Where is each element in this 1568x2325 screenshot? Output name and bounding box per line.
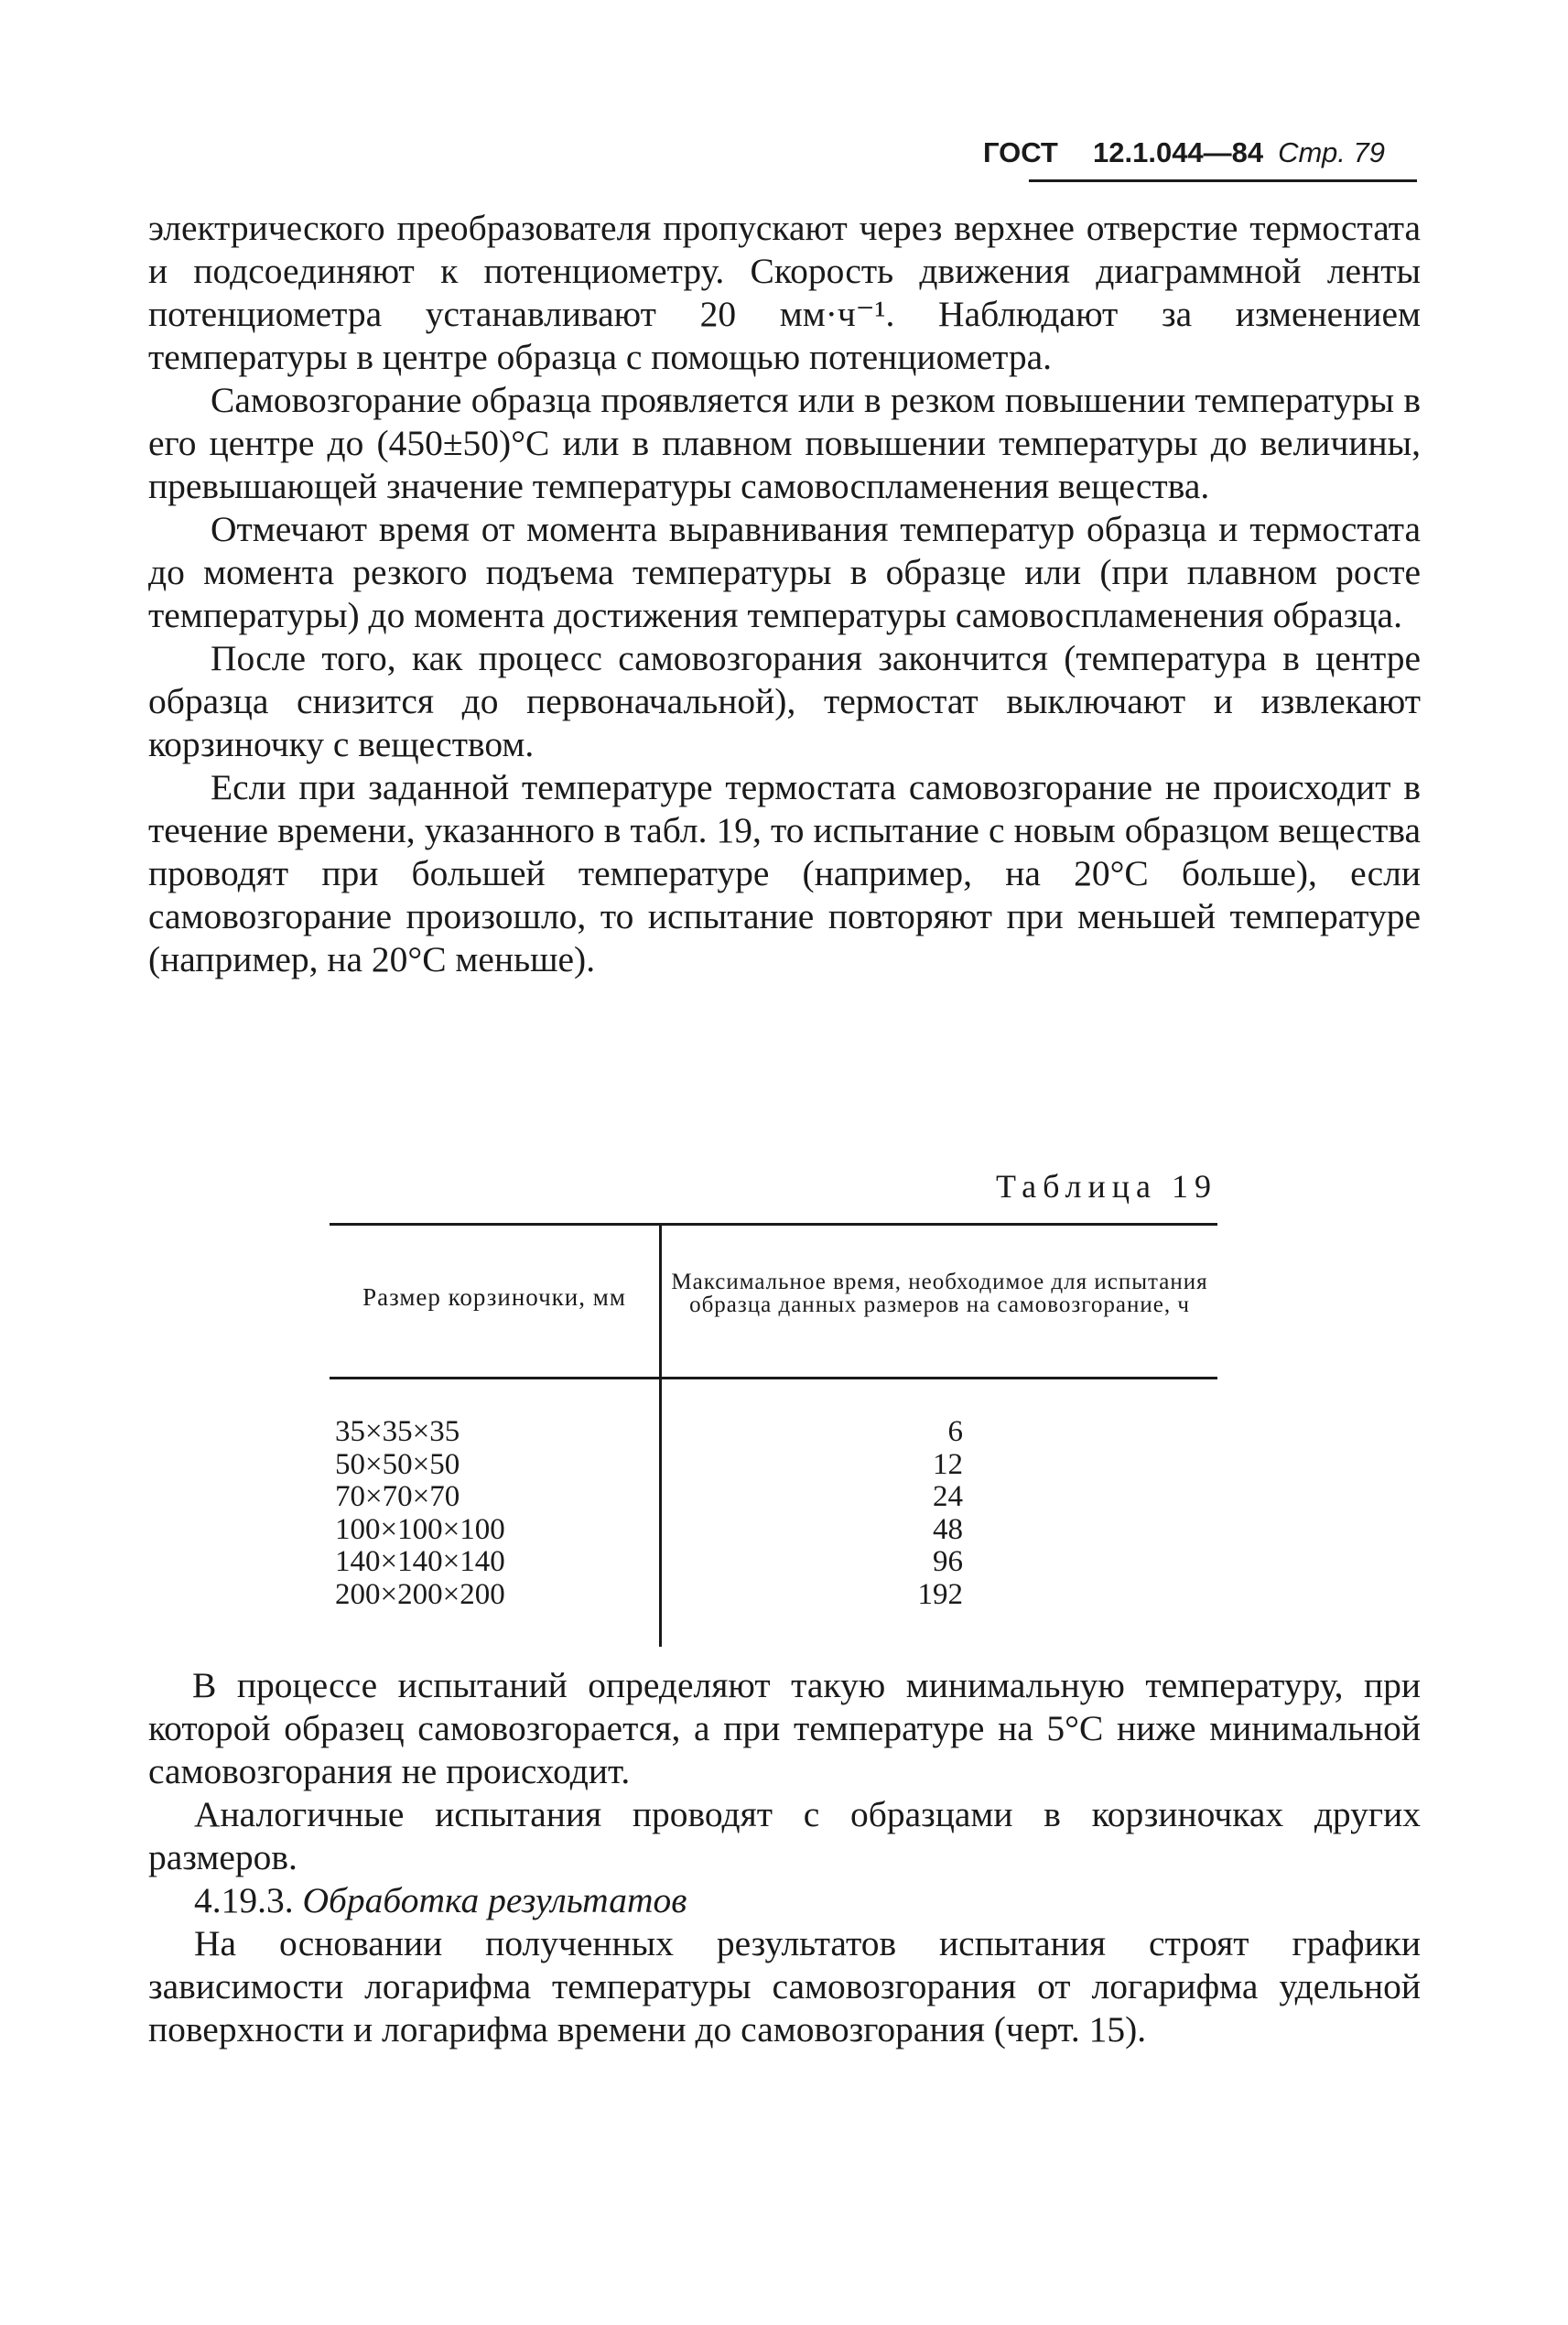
paragraph: После того, как процесс самовозгорания закончится (температура в центре образца снизится до первоначальной), термостат выключают и извлекают корзиночку с веществом. [148,638,1421,764]
time-column [659,1379,1217,1647]
page-header [983,128,1417,178]
table-cell-size: 100×100×100 [335,1512,505,1546]
column-header-time: Максимальное время, необходимое для испытания образца данных размеров на самовозгорание, ч [659,1226,1217,1377]
table-cell-time: 96 [933,1545,963,1578]
paragraph: Если при заданной температуре термостата самовозгорание не происходит в течение времени, указанного в табл. 19, то испытание с новым образцом вещества проводят при большей температуре (например, на 20°С больше), если самовозгорание произошло, то испытание повторяют при меньшей температуре (например, на 20°С меньше). [148,767,1421,979]
table-cell-size: 50×50×50 [335,1447,460,1481]
table-cell-time: 12 [933,1447,963,1481]
page-number: Стр. 79 [1278,136,1385,168]
header-rule [1029,179,1417,182]
table-cell-time: 24 [933,1480,963,1513]
paragraph: Аналогичные испытания проводят с образцами в корзиночках других размеров. [148,1794,1421,1877]
standard-number: 12.1.044—84 [1093,136,1264,168]
size-column [330,1416,659,1647]
paragraph: электрического преобразователя пропускают через верхнее отверстие термостата и подсоединяют к потенциометру. Скорость движения диаграммной ленты потенциометра устанавливают 20 мм·ч⁻¹. Наблюдают за изменением температуры в центре образца с помощью потенциометра. [148,208,1421,377]
body-text-bottom [148,1664,1421,2051]
section-title: Обработка результатов [302,1880,687,1920]
table-caption: Таблица 19 [996,1168,1217,1205]
column-header-size: Размер корзиночки, мм [362,1282,626,1311]
table-cell-size: 140×140×140 [335,1545,505,1578]
paragraph: Самовозгорание образца проявляется или в резком повышении температуры в его центре до (450±50)°С или в плавном повышении температуры до величины, превышающей значение температуры самовоспламенения вещества. [148,380,1421,506]
table-header-row [330,1226,1217,1377]
table-cell-time: 192 [917,1577,963,1611]
standard-label: ГОСТ [983,136,1058,168]
section-number: 4.19.3. [194,1880,294,1920]
table-cell-size: 35×35×35 [335,1415,460,1448]
table-cell-size: 200×200×200 [335,1577,505,1611]
table-cell-time: 48 [933,1512,963,1546]
section-heading [148,1879,1421,1922]
paragraph: В процессе испытаний определяют такую минимальную температуру, при которой образец самовозгорается, а при температуре на 5°С ниже минимальной самовозгорания не происходит. [148,1665,1421,1791]
paragraph: Отмечают время от момента выравнивания температур образца и термостата до момента резкого подъема температуры в образце или (при плавном росте температуры) до момента достижения температуры самовоспламенения образца. [148,509,1421,635]
table [330,1223,1217,1647]
body-text-top [148,207,1421,981]
paragraph: На основании полученных результатов испытания строят графики зависимости логарифма температуры самовозгорания от логарифма удельной поверхности и логарифма времени до самовозгорания (черт. 15). [148,1923,1421,2049]
table-19 [330,1159,1217,1647]
table-cell-time: 6 [947,1415,963,1448]
table-body [330,1379,1217,1647]
table-cell-size: 70×70×70 [335,1480,460,1513]
